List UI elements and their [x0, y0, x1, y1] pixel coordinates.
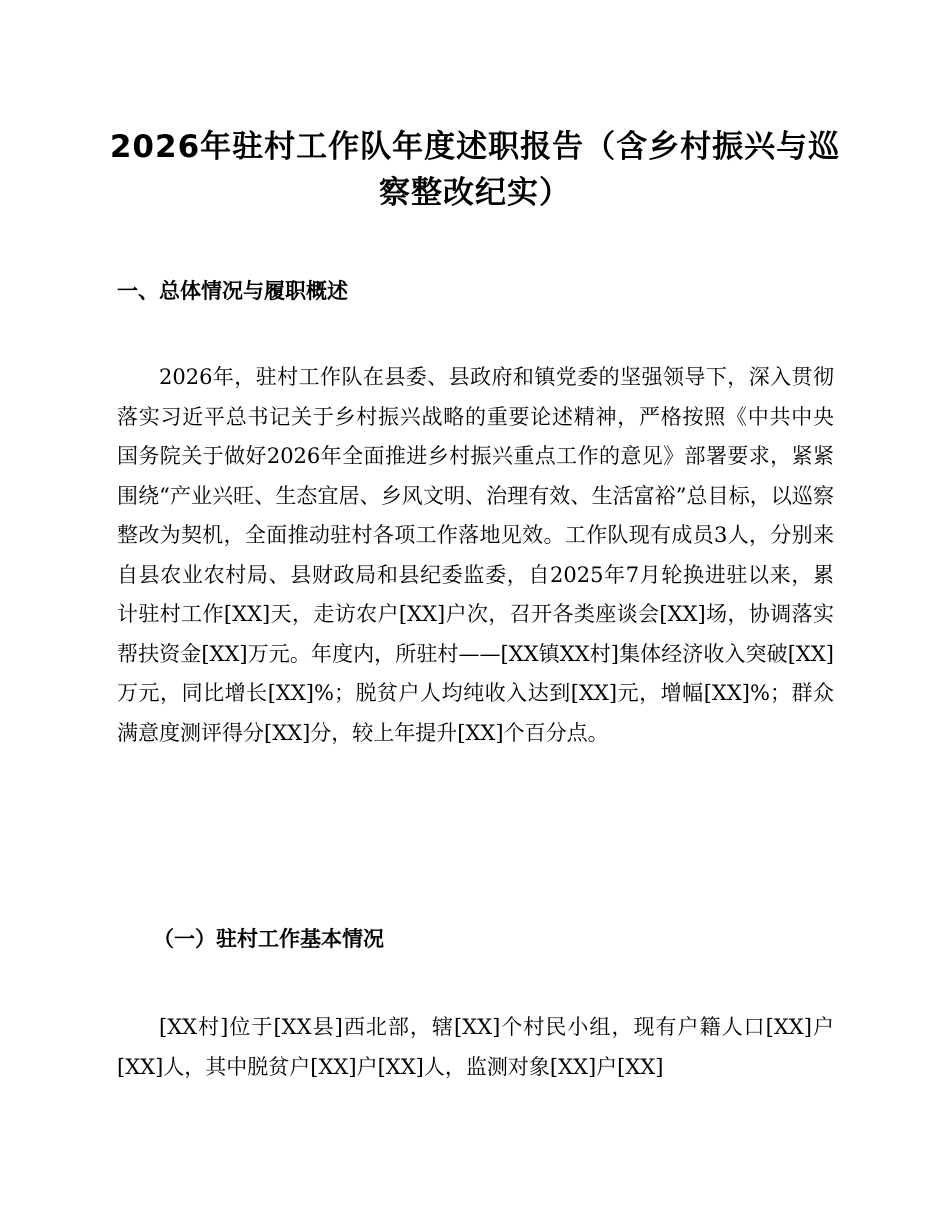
document-title: 2026年驻村工作队年度述职报告（含乡村振兴与巡察整改纪实） — [109, 129, 841, 211]
subsection-heading: （一）驻村工作基本情况 — [153, 926, 384, 951]
section-heading: 一、总体情况与履职概述 — [117, 279, 348, 303]
body-paragraph: 2026年，驻村工作队在县委、县政府和镇党委的坚强领导下，深入贯彻落实习近平总书记关于乡村振兴战略的重要论述精神，严格按照《中共中央 国务院关于做好2026年全面推进乡村振兴重点工作的意见》部署要求，紧紧围绕“产业兴旺、生态宜居、乡风文明、治理有效、生活富裕”总目标，以巡察整改为契机，全面推动驻村各项工作落地见效。工作队现有成员3人，分别来自县农业农村局、县财政局和县纪委监委，自2025年7月轮换进驻以来，累计驻村工作[XX]天，走访农户[XX]户次，召开各类座谈会[XX]场，协调落实帮扶资金[XX]万元。年度内，所驻村——[XX镇XX村]集体经济收入突破[XX]万元，同比增长[XX]%；脱贫户人均纯收入达到[XX]元，增幅[XX]%；群众满意度测评得分[XX]分，较上年提升[XX]个百分点。 — [117, 365, 834, 745]
body-paragraph: [XX村]位于[XX县]西北部，辖[XX]个村民小组，现有户籍人口[XX]户[XX]人，其中脱贫户[XX]户[XX]人，监测对象[XX]户[XX] — [117, 1015, 834, 1079]
